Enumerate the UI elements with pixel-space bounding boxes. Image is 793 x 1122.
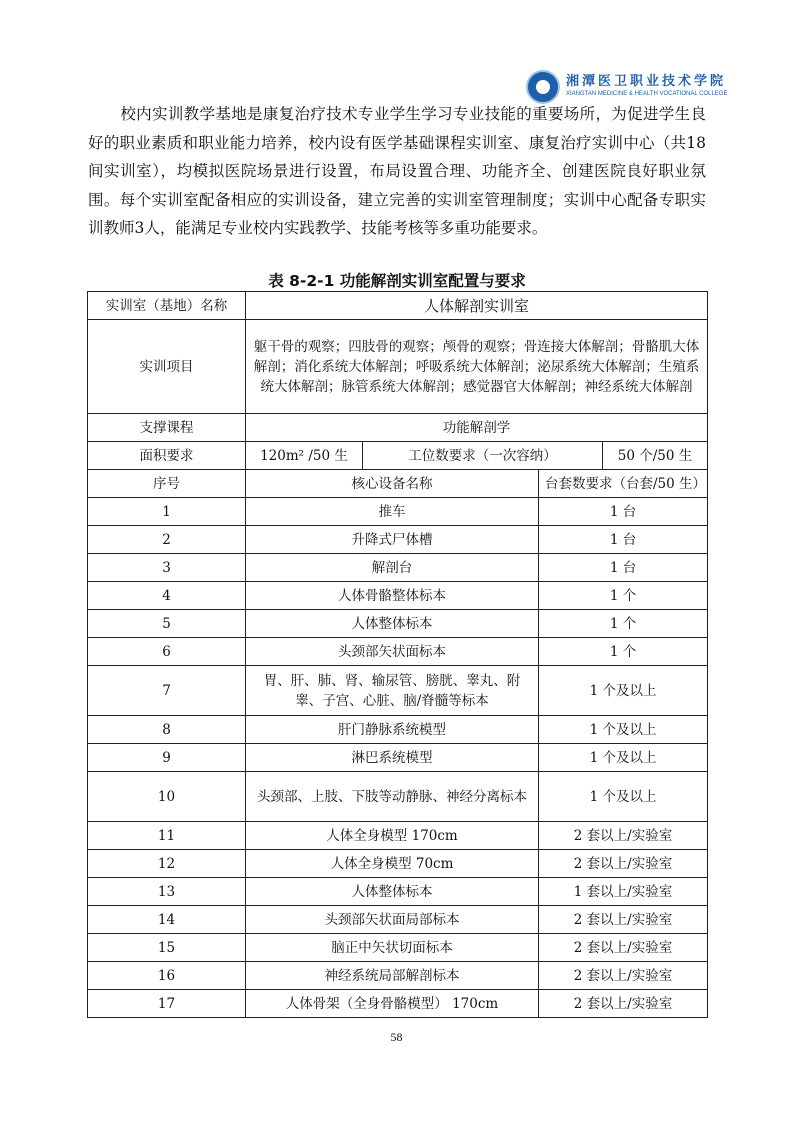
projects-label: 实训项目: [88, 320, 246, 414]
area-row: [88, 442, 708, 470]
room-name-label: 实训室（基地）名称: [88, 292, 246, 320]
table-row: [88, 772, 708, 822]
table-row: [88, 990, 708, 1018]
row-no: 5: [88, 610, 246, 638]
row-quantity: 1 个: [539, 638, 708, 666]
table-row: [88, 554, 708, 582]
row-quantity: 1 台: [539, 526, 708, 554]
row-no: 14: [88, 906, 246, 934]
table-row: [88, 744, 708, 772]
row-equipment-name: 头颈部、上肢、下肢等动静脉、神经分离标本: [246, 772, 539, 822]
row-no: 1: [88, 498, 246, 526]
row-no: 10: [88, 772, 246, 822]
row-quantity: 1 个及以上: [539, 716, 708, 744]
course-row: [88, 414, 708, 442]
lab-config-table: [87, 291, 708, 1018]
row-equipment-name: 淋巴系统模型: [246, 744, 539, 772]
row-equipment-name: 人体全身模型 170cm: [246, 822, 539, 850]
table-row: [88, 962, 708, 990]
room-name-row: [88, 292, 708, 320]
row-quantity: 1 个及以上: [539, 744, 708, 772]
area-value: 120m² /50 生: [246, 442, 363, 470]
row-quantity: 1 个: [539, 582, 708, 610]
row-no: 13: [88, 878, 246, 906]
row-no: 11: [88, 822, 246, 850]
page-number: 58: [390, 1030, 403, 1044]
row-equipment-name: 解剖台: [246, 554, 539, 582]
row-quantity: 1 套以上/实验室: [539, 878, 708, 906]
row-no: 7: [88, 666, 246, 716]
row-quantity: 2 套以上/实验室: [539, 990, 708, 1018]
table-row: [88, 934, 708, 962]
col-header-name: 核心设备名称: [246, 470, 539, 498]
row-quantity: 1 个: [539, 610, 708, 638]
row-quantity: 1 台: [539, 498, 708, 526]
table-row: [88, 878, 708, 906]
row-equipment-name: 人体全身模型 70cm: [246, 850, 539, 878]
row-quantity: 2 套以上/实验室: [539, 962, 708, 990]
row-no: 16: [88, 962, 246, 990]
row-no: 3: [88, 554, 246, 582]
intro-text: 校内实训教学基地是康复治疗技术专业学生学习专业技能的重要场所，为促进学生良好的职业素质和职业能力培养，校内设有医学基础课程实训室、康复治疗实训中心（共18间实训室），均模拟医院场景进行设置，布局设置合理、功能齐全、创建医院良好职业氛围。每个实训室配备相应的实训设备，建立完善的实训室管理制度；实训中心配备专职实训教师3人，能满足专业校内实践教学、技能考核等多重功能要求。: [88, 105, 706, 237]
room-name-value: 人体解剖实训室: [246, 292, 708, 320]
projects-text: 躯干骨的观察；四肢骨的观察；颅骨的观察；骨连接大体解剖；骨骼肌大体解剖；消化系统大体解剖；呼吸系统大体解剖；泌尿系统大体解剖；生殖系统大体解剖；脉管系统大体解剖；感觉器官大体解剖；神经系统大体解剖: [253, 338, 700, 395]
row-equipment-name: 肝门静脉系统模型: [246, 716, 539, 744]
row-quantity: 2 套以上/实验室: [539, 934, 708, 962]
course-value: 功能解剖学: [246, 414, 708, 442]
table-row: [88, 666, 708, 716]
logo-chinese-name: 湘潭医卫职业技术学院: [566, 74, 727, 89]
row-equipment-name: 推车: [246, 498, 539, 526]
row-quantity: 2 套以上/实验室: [539, 906, 708, 934]
table-row: [88, 610, 708, 638]
logo-english-name: XIANGTAN MEDICINE & HEALTH VOCATIONAL COLLEGE: [566, 91, 728, 97]
row-quantity: 1 个及以上: [539, 772, 708, 822]
row-equipment-name: 头颈部矢状面标本: [246, 638, 539, 666]
table-row: [88, 822, 708, 850]
row-quantity: 2 套以上/实验室: [539, 822, 708, 850]
table-row: [88, 716, 708, 744]
course-label: 支撑课程: [88, 414, 246, 442]
station-value: 50 个/50 生: [603, 442, 708, 470]
col-header-qty: 台套数要求（台套/50 生）: [539, 470, 708, 498]
projects-value: [246, 320, 708, 414]
row-equipment-name: 脑正中矢状切面标本: [246, 934, 539, 962]
intro-paragraph: [88, 100, 706, 243]
college-emblem-icon: [526, 70, 560, 104]
row-equipment-name: 胃、肝、肺、肾、输尿管、膀胱、睾丸、附睾、子宫、心脏、脑/脊髓等标本: [246, 666, 539, 716]
row-equipment-name: 人体骨骼整体标本: [246, 582, 539, 610]
table-row: [88, 638, 708, 666]
row-no: 2: [88, 526, 246, 554]
table-row: [88, 850, 708, 878]
area-label: 面积要求: [88, 442, 246, 470]
table-row: [88, 498, 708, 526]
row-no: 12: [88, 850, 246, 878]
table-row: [88, 526, 708, 554]
row-no: 8: [88, 716, 246, 744]
row-no: 17: [88, 990, 246, 1018]
row-quantity: 1 个及以上: [539, 666, 708, 716]
row-quantity: 1 台: [539, 554, 708, 582]
row-equipment-name: 神经系统局部解剖标本: [246, 962, 539, 990]
row-no: 9: [88, 744, 246, 772]
col-header-no: 序号: [88, 470, 246, 498]
row-no: 6: [88, 638, 246, 666]
table-caption: 表 8-2-1 功能解剖实训室配置与要求: [268, 272, 526, 290]
row-equipment-name: 头颈部矢状面局部标本: [246, 906, 539, 934]
row-equipment-name: 升降式尸体槽: [246, 526, 539, 554]
row-no: 15: [88, 934, 246, 962]
table-row: [88, 582, 708, 610]
column-header-row: [88, 470, 708, 498]
table-row: [88, 906, 708, 934]
row-equipment-name: 人体整体标本: [246, 610, 539, 638]
row-no: 4: [88, 582, 246, 610]
projects-row: [88, 320, 708, 414]
row-equipment-name: 人体骨架（全身骨骼模型） 170cm: [246, 990, 539, 1018]
station-label: 工位数要求（一次容纳）: [363, 442, 603, 470]
row-equipment-name: 人体整体标本: [246, 878, 539, 906]
row-quantity: 2 套以上/实验室: [539, 850, 708, 878]
